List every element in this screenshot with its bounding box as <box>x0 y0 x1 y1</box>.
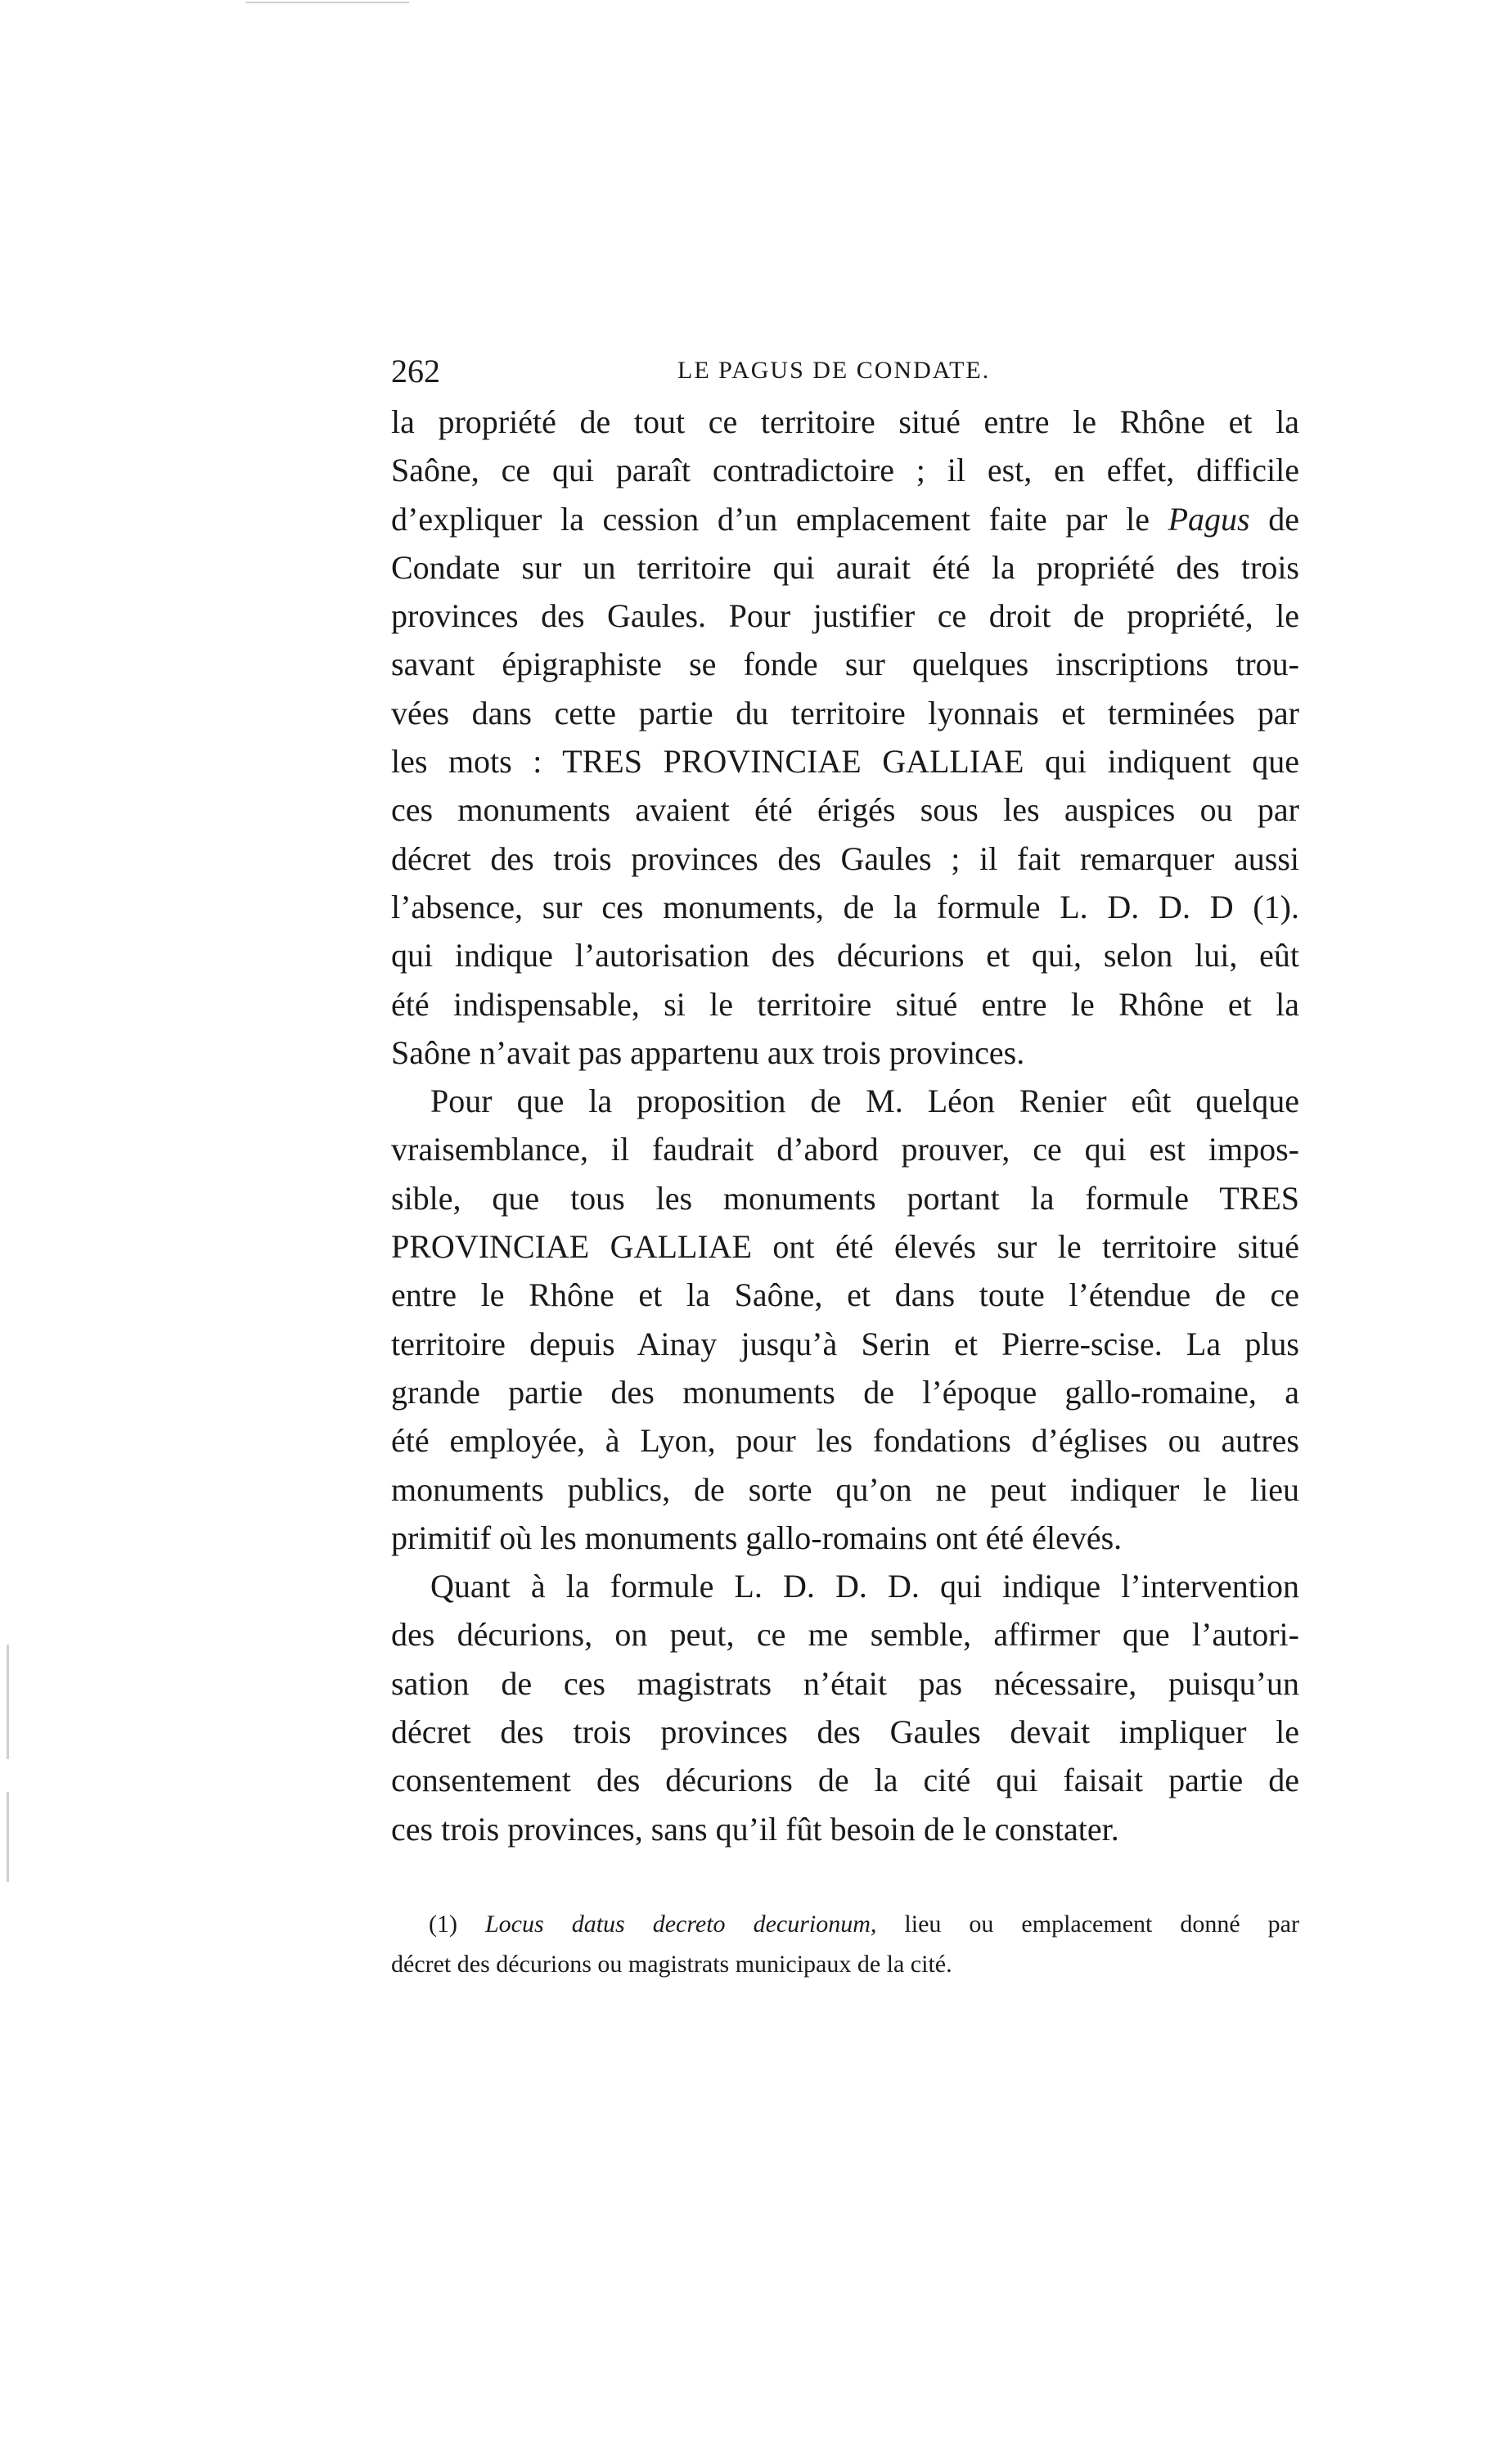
text-line: savant épigraphiste se fonde sur quelques inscriptions trou- <box>391 646 1299 683</box>
paragraph-2 <box>391 1077 1299 1562</box>
text-line: entre le Rhône et la Saône, et dans toute l’étendue de ce <box>391 1276 1299 1314</box>
paragraph-1 <box>391 398 1299 1077</box>
running-header <box>391 352 1299 398</box>
text-line: monuments publics, de sorte qu’on ne peut indiquer le lieu <box>391 1470 1299 1508</box>
paragraph-3 <box>391 1562 1299 1853</box>
text-line: consentement des décurions de la cité qui faisait partie de <box>391 1762 1299 1799</box>
text-line: ces trois provinces, sans qu’il fût besoin de le constater. <box>391 1810 1119 1848</box>
footnote-line: décret des décurions ou magistrats municipaux de la cité. <box>391 1950 952 1978</box>
text-line: Saône n’avait pas appartenu aux trois provinces. <box>391 1033 1025 1071</box>
text-line: Pour que la proposition de M. Léon Renier eût quelque <box>430 1082 1299 1120</box>
footnote-latin: Locus datus decreto decurionum, <box>485 1910 877 1938</box>
footnote-line <box>391 1904 1299 1944</box>
text-line: PROVINCIAE GALLIAE ont été élevés sur le territoire situé <box>391 1228 1299 1266</box>
text-line: grande partie des monuments de l’époque gallo-romaine, a <box>391 1373 1299 1411</box>
page-number: 262 <box>391 353 440 389</box>
text-line: territoire depuis Ainay jusqu’à Serin et Pierre-scise. La plus <box>391 1325 1299 1362</box>
text-line: décret des trois provinces des Gaules ; il fait remarquer aussi <box>391 839 1299 877</box>
scan-mark <box>245 2 409 3</box>
text-line: Quant à la formule L. D. D. D. qui indique l’intervention <box>430 1568 1299 1605</box>
italic-word: Pagus <box>1168 500 1250 538</box>
text-line: les mots : TRES PROVINCIAE GALLIAE qui indiquent que <box>391 743 1299 781</box>
scan-mark <box>7 1645 9 1759</box>
running-title: LE PAGUS DE CONDATE. <box>677 357 991 384</box>
book-page <box>391 352 1299 1984</box>
body-text <box>391 398 1299 1853</box>
text-line: ces monuments avaient été érigés sous les auspices ou par <box>391 791 1299 829</box>
text-line: décret des trois provinces des Gaules devait impliquer le <box>391 1713 1299 1751</box>
text-line: la propriété de tout ce territoire situé entre le Rhône et la <box>391 403 1299 440</box>
text-line: sation de ces magistrats n’était pas nécessaire, puisqu’un <box>391 1664 1299 1702</box>
text-line: vées dans cette partie du territoire lyonnais et terminées par <box>391 694 1299 731</box>
footnote-marker: (1) <box>429 1910 457 1938</box>
text-line: Condate sur un territoire qui aurait été la propriété des trois <box>391 548 1299 586</box>
text-line: primitif où les monuments gallo-romains ont été élevés. <box>391 1519 1123 1556</box>
footnote <box>391 1904 1299 1984</box>
text-line: provinces des Gaules. Pour justifier ce droit de propriété, le <box>391 597 1299 635</box>
text-line: été employée, à Lyon, pour les fondations d’églises ou autres <box>391 1422 1299 1460</box>
text-line: sible, que tous les monuments portant la formule TRES <box>391 1179 1299 1217</box>
text-line: été indispensable, si le territoire situé entre le Rhône et la <box>391 985 1299 1023</box>
text-line: des décurions, on peut, ce me semble, affirmer que l’autori- <box>391 1616 1299 1654</box>
text-line: Saône, ce qui paraît contradictoire ; il est, en effet, difficile <box>391 452 1299 489</box>
text-line: vraisemblance, il faudrait d’abord prouver, ce qui est impos- <box>391 1131 1299 1168</box>
scan-mark <box>7 1792 9 1882</box>
text-line: qui indique l’autorisation des décurions et qui, selon lui, eût <box>391 937 1299 974</box>
text-line: l’absence, sur ces monuments, de la formule L. D. D. D (1). <box>391 888 1299 925</box>
text-line: d’expliquer la cession d’un emplacement faite par le Pagus de <box>391 500 1299 538</box>
footnote-text: lieu ou emplacement donné par <box>904 1910 1299 1938</box>
